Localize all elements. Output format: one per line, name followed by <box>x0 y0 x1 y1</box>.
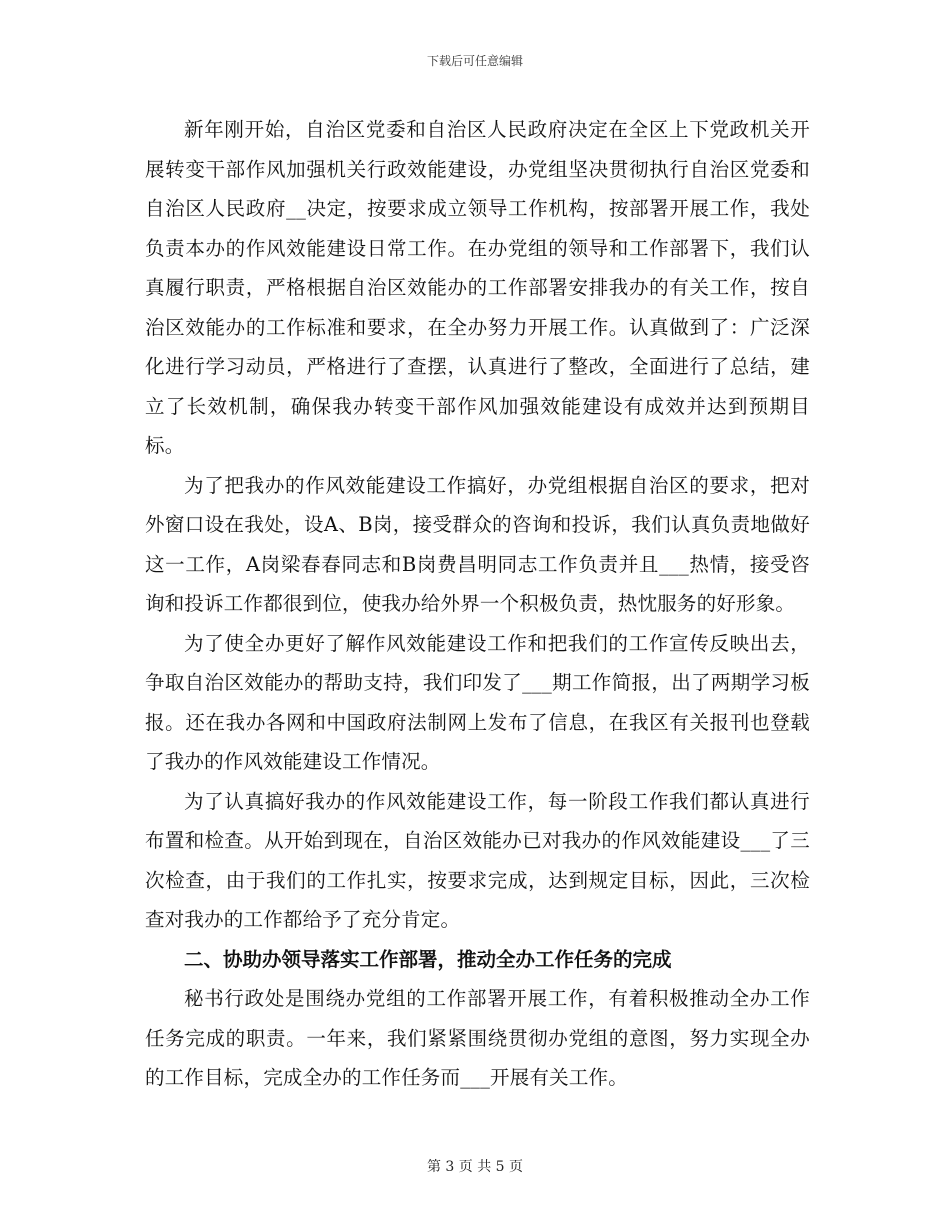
paragraph-publicity: 为了使全办更好了解作风效能建设工作和把我们的工作宣传反映出去，争取自治区效能办的帮助支持，我们印发了___期工作简报，出了两期学习板报。还在我办各网和中国政府法制网上发布了信息，在我区有关报刊也登载了我办的作风效能建设工作情况。 <box>145 631 810 773</box>
page-number-footer: 第 3 页 共 5 页 <box>426 1159 524 1175</box>
page-header: 下载后可任意编辑 <box>426 54 523 68</box>
paragraph-secretariat-duties: 秘书行政处是围绕办党组的工作部署开展工作，有着积极推动全办工作任务完成的职责。一年来，我们紧紧围绕贯彻办党组的意图，努力实现全办的工作目标，完成全办的工作任务而___开展有关工作。 <box>145 987 810 1089</box>
paragraph-external-window: 为了把我办的作风效能建设工作搞好，办党组根据自治区的要求，把对外窗口设在我处，设A、B岗，接受群众的咨询和投诉，我们认真负责地做好这一工作，A岗梁春春同志和B岗费昌明同志工作负责并且___热情，接受咨询和投诉工作都很到位，使我办给外界一个积极负责，热忱服务的好形象。 <box>145 473 810 615</box>
section-heading: 二、协助办领导落实工作部署，推动全办工作任务的完成 <box>184 947 672 971</box>
document-body <box>145 110 810 1098</box>
paragraph-work-style-intro: 新年刚开始，自治区党委和自治区人民政府决定在全区上下党政机关开展转变干部作风加强机关行政效能建设，办党组坚决贯彻执行自治区党委和自治区人民政府__决定，按要求成立领导工作机构，按部署开展工作，我处负责本办的作风效能建设日常工作。在办党组的领导和工作部署下，我们认真履行职责，严格根据自治区效能办的工作部署安排我办的有关工作，按自治区效能办的工作标准和要求，在全办努力开展工作。认真做到了：广泛深化进行学习动员，严格进行了查摆，认真进行了整改，全面进行了总结，建立了长效机制，确保我办转变干部作风加强效能建设有成效并达到预期目标。 <box>145 118 810 457</box>
paragraph-inspections: 为了认真搞好我办的作风效能建设工作，每一阶段工作我们都认真进行布置和检查。从开始到现在，自治区效能办已对我办的作风效能建设___了三次检查，由于我们的工作扎实，按要求完成，达到规定目标，因此，三次检查对我办的工作都给予了充分肯定。 <box>145 789 810 931</box>
